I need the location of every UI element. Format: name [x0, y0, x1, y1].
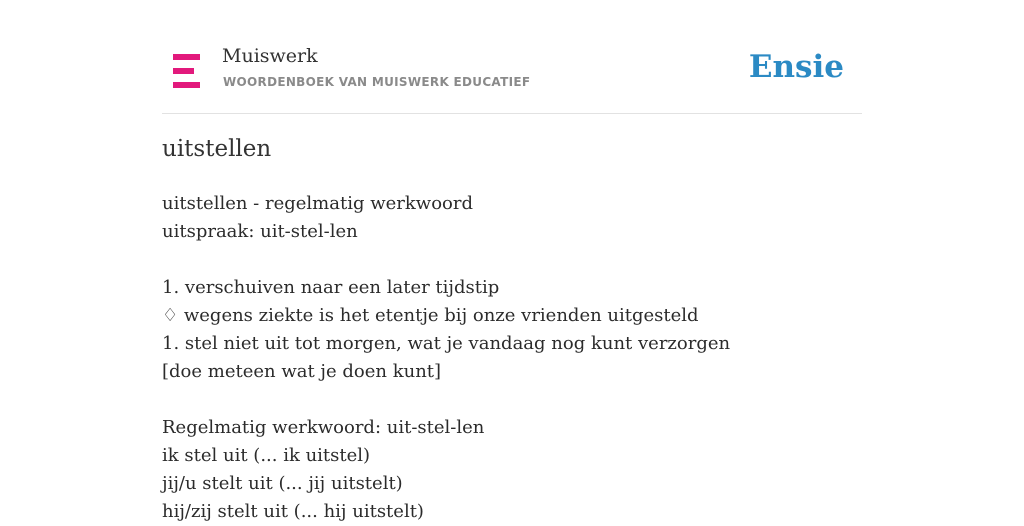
entry-line: [doe meteen wat je doen kunt]	[162, 361, 442, 382]
entry-line: jij/u stelt uit (... jij uitstelt)	[162, 473, 403, 494]
entry-line: 1. stel niet uit tot morgen, wat je vandaag nog kunt verzorgen	[162, 333, 731, 354]
entry-line: Regelmatig werkwoord: uit-stel-len	[162, 417, 485, 438]
site-header	[162, 0, 862, 114]
ensie-logo-link[interactable]: Ensie	[748, 49, 844, 85]
entry-line: hij/zij stelt uit (... hij uitstelt)	[162, 501, 424, 522]
page-container	[162, 0, 862, 522]
entry-line: ik stel uit (... ik uitstel)	[162, 445, 371, 466]
entry-line: uitspraak: uit-stel-len	[162, 221, 358, 242]
entry-line: ♢ wegens ziekte is het etentje bij onze vrienden uitgesteld	[162, 305, 699, 326]
entry-line	[162, 246, 730, 274]
muiswerk-logo-icon[interactable]	[173, 54, 200, 88]
entry-line: uitstellen - regelmatig werkwoord	[162, 193, 473, 214]
site-name[interactable]: Muiswerk	[222, 45, 318, 67]
site-subtitle: WOORDENBOEK VAN MUISWERK EDUCATIEF	[223, 75, 531, 89]
entry-body	[162, 190, 730, 526]
entry-line	[162, 386, 730, 414]
entry-line: 1. verschuiven naar een later tijdstip	[162, 277, 500, 298]
entry-title: uitstellen	[162, 136, 272, 162]
